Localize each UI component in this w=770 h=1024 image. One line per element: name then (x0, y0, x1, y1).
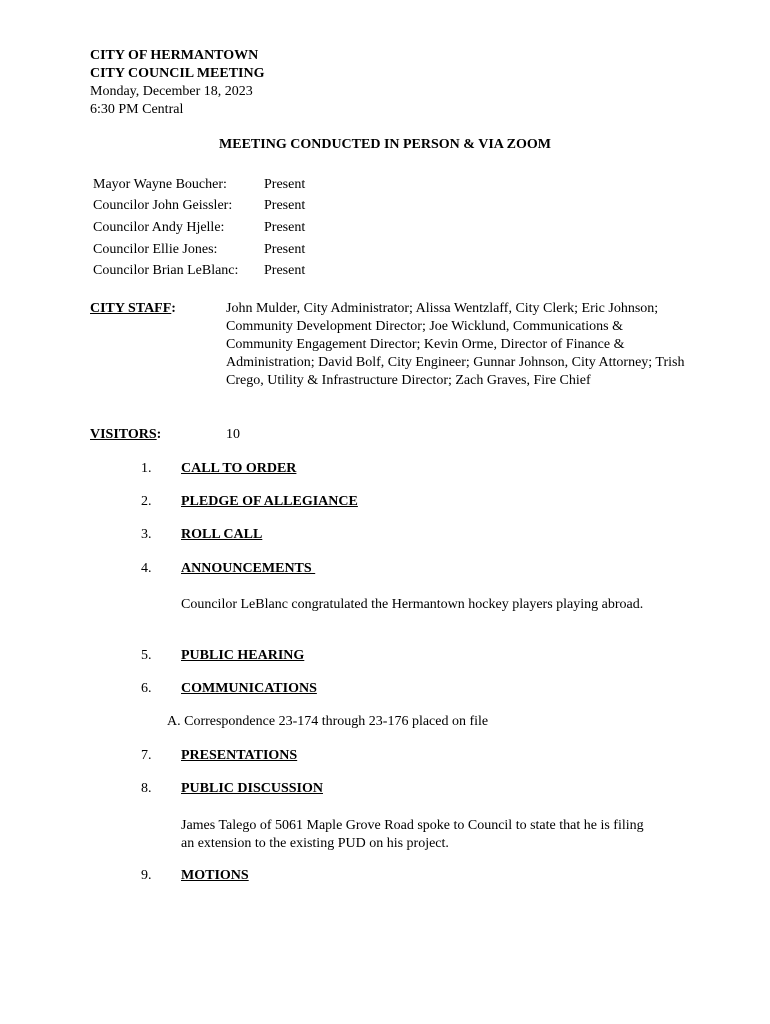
attendee-name: Councilor Ellie Jones: (93, 242, 218, 257)
agenda-item-title: MOTIONS (181, 868, 249, 883)
agenda-item-number: 4. (141, 561, 152, 576)
city-staff-list: John Mulder, City Administrator; Alissa Wentzlaff, City Clerk; Eric Johnson; Community Development Director; Joe Wicklund, Communications & Community Engagement Director; Kevin Orme, Director of Finance & Administration; David Bolf, City Engineer; Gunnar Johnson, City Attorney; Trish Crego, Utility & Infrastructure Director; Zach Graves, Fire Chief (226, 301, 685, 388)
document-header (90, 47, 265, 119)
city-name: CITY OF HERMANTOWN (90, 48, 259, 63)
agenda-item-number: 3. (141, 527, 152, 542)
agenda-item-note: James Talego of 5061 Maple Grove Road spoke to Council to state that he is filing an extension to the existing PUD on his project. (181, 818, 644, 851)
attendee-name: Mayor Wayne Boucher: (93, 177, 227, 192)
agenda-item-title: COMMUNICATIONS (181, 681, 317, 696)
agenda-item-number: 8. (141, 781, 152, 796)
attendee-status: Present (264, 242, 306, 257)
agenda-item-number: 1. (141, 461, 152, 476)
visitors-label-text: VISITORS (90, 427, 157, 442)
agenda-item-number: 7. (141, 748, 152, 763)
attendee-name: Councilor Brian LeBlanc: (93, 263, 239, 278)
attendee-status: Present (264, 177, 306, 192)
agenda-item-title: PLEDGE OF ALLEGIANCE (181, 494, 358, 509)
agenda-item-title: PUBLIC DISCUSSION (181, 781, 323, 796)
attendee-name: Councilor John Geissler: (93, 198, 233, 213)
city-staff-label (90, 300, 176, 318)
city-staff-label-text: CITY STAFF (90, 301, 172, 316)
agenda-item-note: Councilor LeBlanc congratulated the Hermantown hockey players playing abroad. (181, 597, 644, 612)
agenda-item-title: PRESENTATIONS (181, 748, 298, 763)
meeting-time: 6:30 PM Central (90, 102, 184, 117)
visitors-label (90, 426, 161, 444)
agenda-item-title: ROLL CALL (181, 527, 263, 542)
agenda-item-number: 6. (141, 681, 152, 696)
communications-subitem: A. Correspondence 23-174 through 23-176 placed on file (167, 714, 489, 729)
agenda-item-number: 2. (141, 494, 152, 509)
agenda-item-number: 5. (141, 648, 152, 663)
attendee-status: Present (264, 220, 306, 235)
agenda-item-title: PUBLIC HEARING (181, 648, 305, 663)
attendee-status: Present (264, 263, 306, 278)
visitors-count: 10 (226, 427, 240, 442)
agenda-item-title: ANNOUNCEMENTS (181, 561, 316, 576)
attendee-name: Councilor Andy Hjelle: (93, 220, 225, 235)
meeting-date: Monday, December 18, 2023 (90, 84, 253, 99)
agenda-item-title: CALL TO ORDER (181, 461, 297, 476)
meeting-title: CITY COUNCIL MEETING (90, 66, 265, 81)
meeting-format-banner: MEETING CONDUCTED IN PERSON & VIA ZOOM (219, 137, 551, 152)
attendee-status: Present (264, 198, 306, 213)
city-staff-colon: : (171, 301, 176, 316)
agenda-item-number: 9. (141, 868, 152, 883)
visitors-colon: : (156, 427, 162, 442)
